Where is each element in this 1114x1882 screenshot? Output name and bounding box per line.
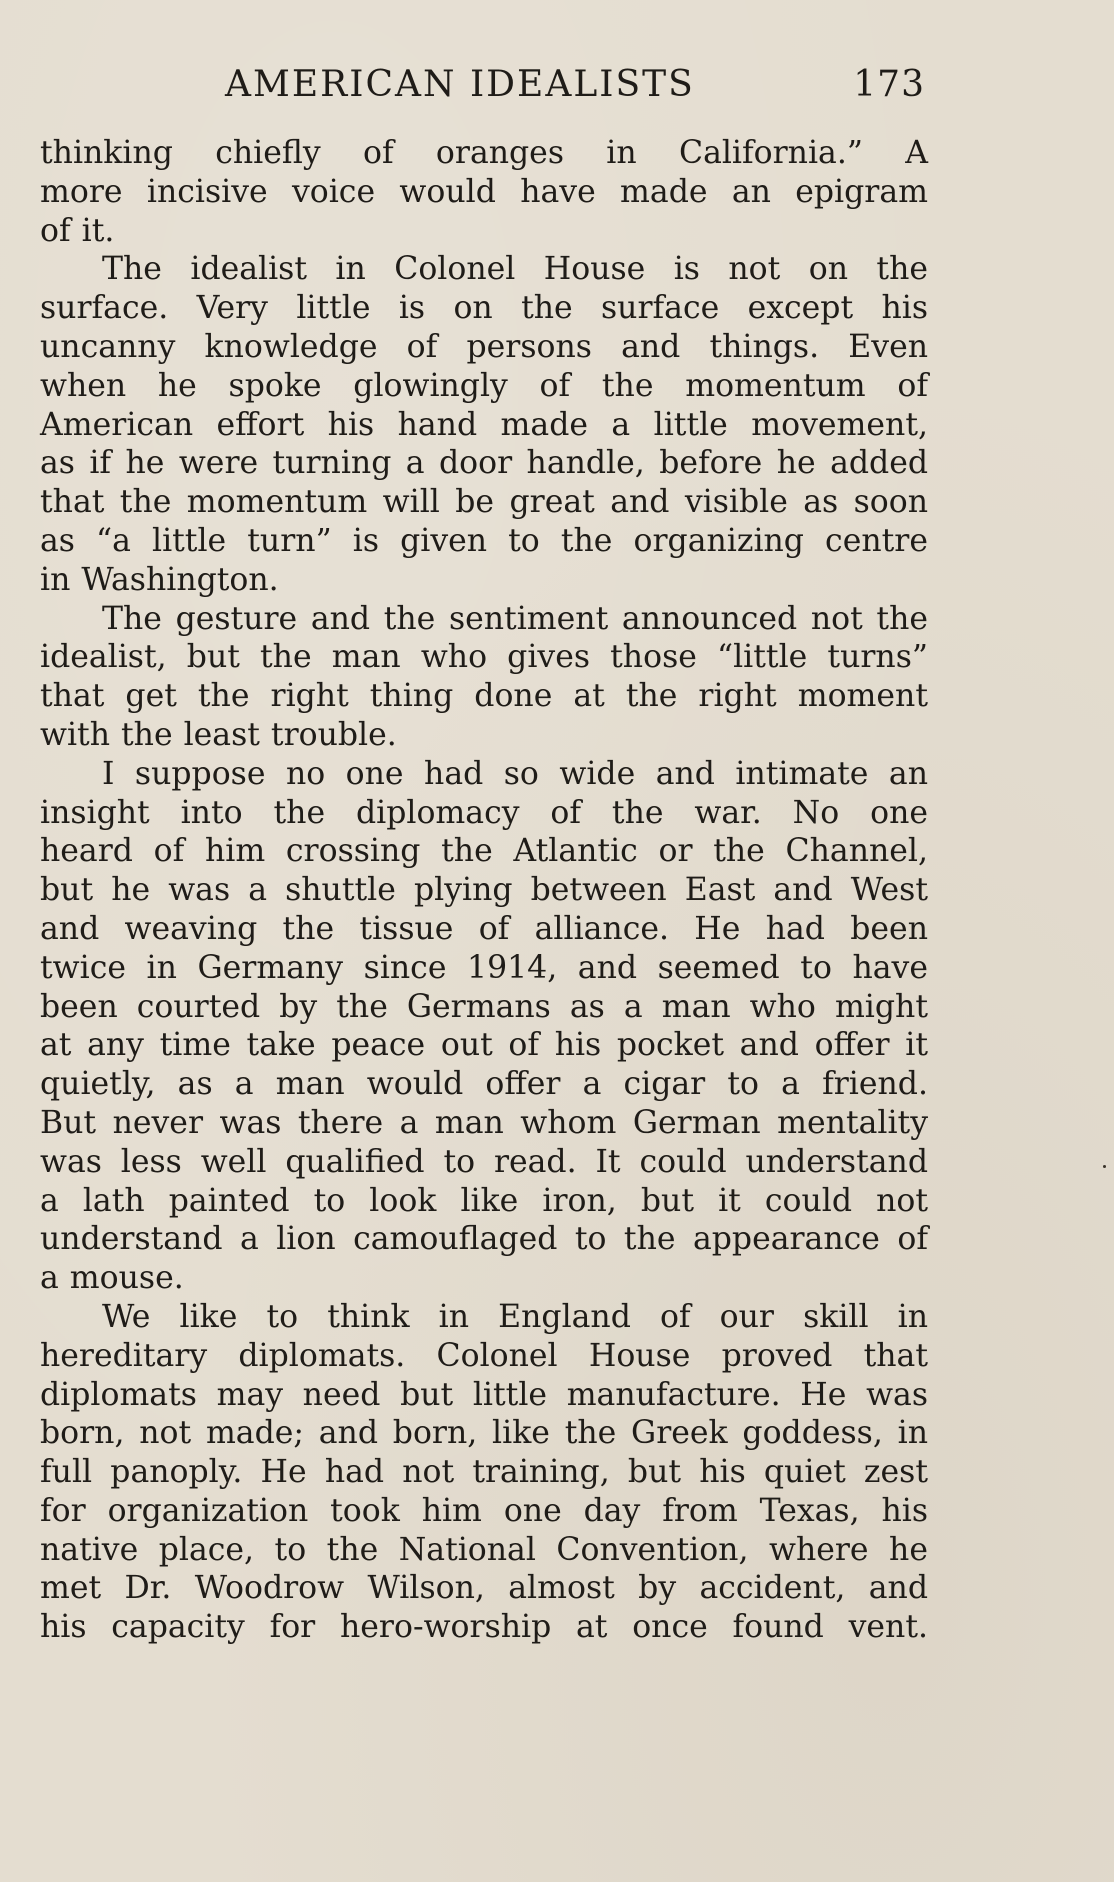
body-text — [40, 134, 928, 1647]
running-head-title: AMERICAN IDEALISTS — [225, 64, 695, 105]
text-line: native place, to the National Convention, where he — [40, 1531, 928, 1568]
text-line: as if he were turning a door handle, before he added — [40, 445, 928, 482]
text-line: quietly, as a man would offer a cigar to a friend. — [40, 1066, 928, 1103]
text-line: diplomats may need but little manufacture. He was — [40, 1376, 928, 1413]
text-line: and weaving the tissue of alliance. He had been — [40, 910, 928, 947]
text-line: his capacity for hero-worship at once found vent. — [40, 1609, 928, 1646]
text-line: hereditary diplomats. Colonel House proved that — [40, 1337, 928, 1374]
text-line: twice in Germany since 1914, and seemed to have — [40, 949, 928, 986]
text-line: a mouse. — [40, 1260, 184, 1297]
page-number: 173 — [853, 64, 925, 105]
text-line: when he spoke glowingly of the momentum of — [40, 367, 928, 404]
paragraph-first-line: We like to think in England of our skill in — [102, 1298, 928, 1335]
text-line: born, not made; and born, like the Greek goddess, in — [40, 1415, 928, 1452]
paragraph-first-line: The idealist in Colonel House is not on the — [102, 251, 928, 288]
text-line: met Dr. Woodrow Wilson, almost by accident, and — [40, 1570, 928, 1607]
text-line: in Washington. — [40, 561, 279, 598]
text-line: insight into the diplomacy of the war. No one — [40, 794, 928, 831]
text-line: But never was there a man whom German mentality — [40, 1104, 928, 1141]
text-line: was less well qualified to read. It could understand — [40, 1143, 928, 1180]
text-line: uncanny knowledge of persons and things. Even — [40, 328, 928, 365]
text-line: that get the right thing done at the right moment — [40, 678, 928, 715]
paragraph-first-line: I suppose no one had so wide and intimate an — [102, 755, 928, 792]
text-line: for organization took him one day from Texas, his — [40, 1492, 928, 1529]
text-line: surface. Very little is on the surface except his — [40, 290, 928, 327]
text-line: been courted by the Germans as a man who might — [40, 988, 928, 1025]
text-line: at any time take peace out of his pocket and offer it — [40, 1027, 928, 1064]
text-line: thinking chiefly of oranges in California.” A — [40, 135, 928, 171]
text-line: a lath painted to look like iron, but it could not — [40, 1182, 928, 1219]
text-line: of it. — [40, 212, 115, 249]
running-head — [225, 64, 925, 110]
text-line: as “a little turn” is given to the organizing centre — [40, 522, 928, 559]
text-line: more incisive voice would have made an epigram — [40, 173, 928, 210]
paragraph-first-line: The gesture and the sentiment announced not the — [102, 600, 928, 637]
text-line: heard of him crossing the Atlantic or the Channel, — [40, 833, 928, 870]
text-line: American effort his hand made a little movement, — [40, 406, 928, 443]
text-line: full panoply. He had not training, but his quiet zest — [40, 1454, 928, 1491]
text-line: but he was a shuttle plying between East and West — [40, 872, 928, 909]
text-line: idealist, but the man who gives those “little turns” — [40, 639, 928, 676]
text-line: understand a lion camouflaged to the appearance of — [40, 1221, 928, 1258]
text-line: that the momentum will be great and visible as soon — [40, 484, 928, 521]
paper-speck — [1103, 1165, 1106, 1168]
text-line: with the least trouble. — [40, 716, 397, 753]
